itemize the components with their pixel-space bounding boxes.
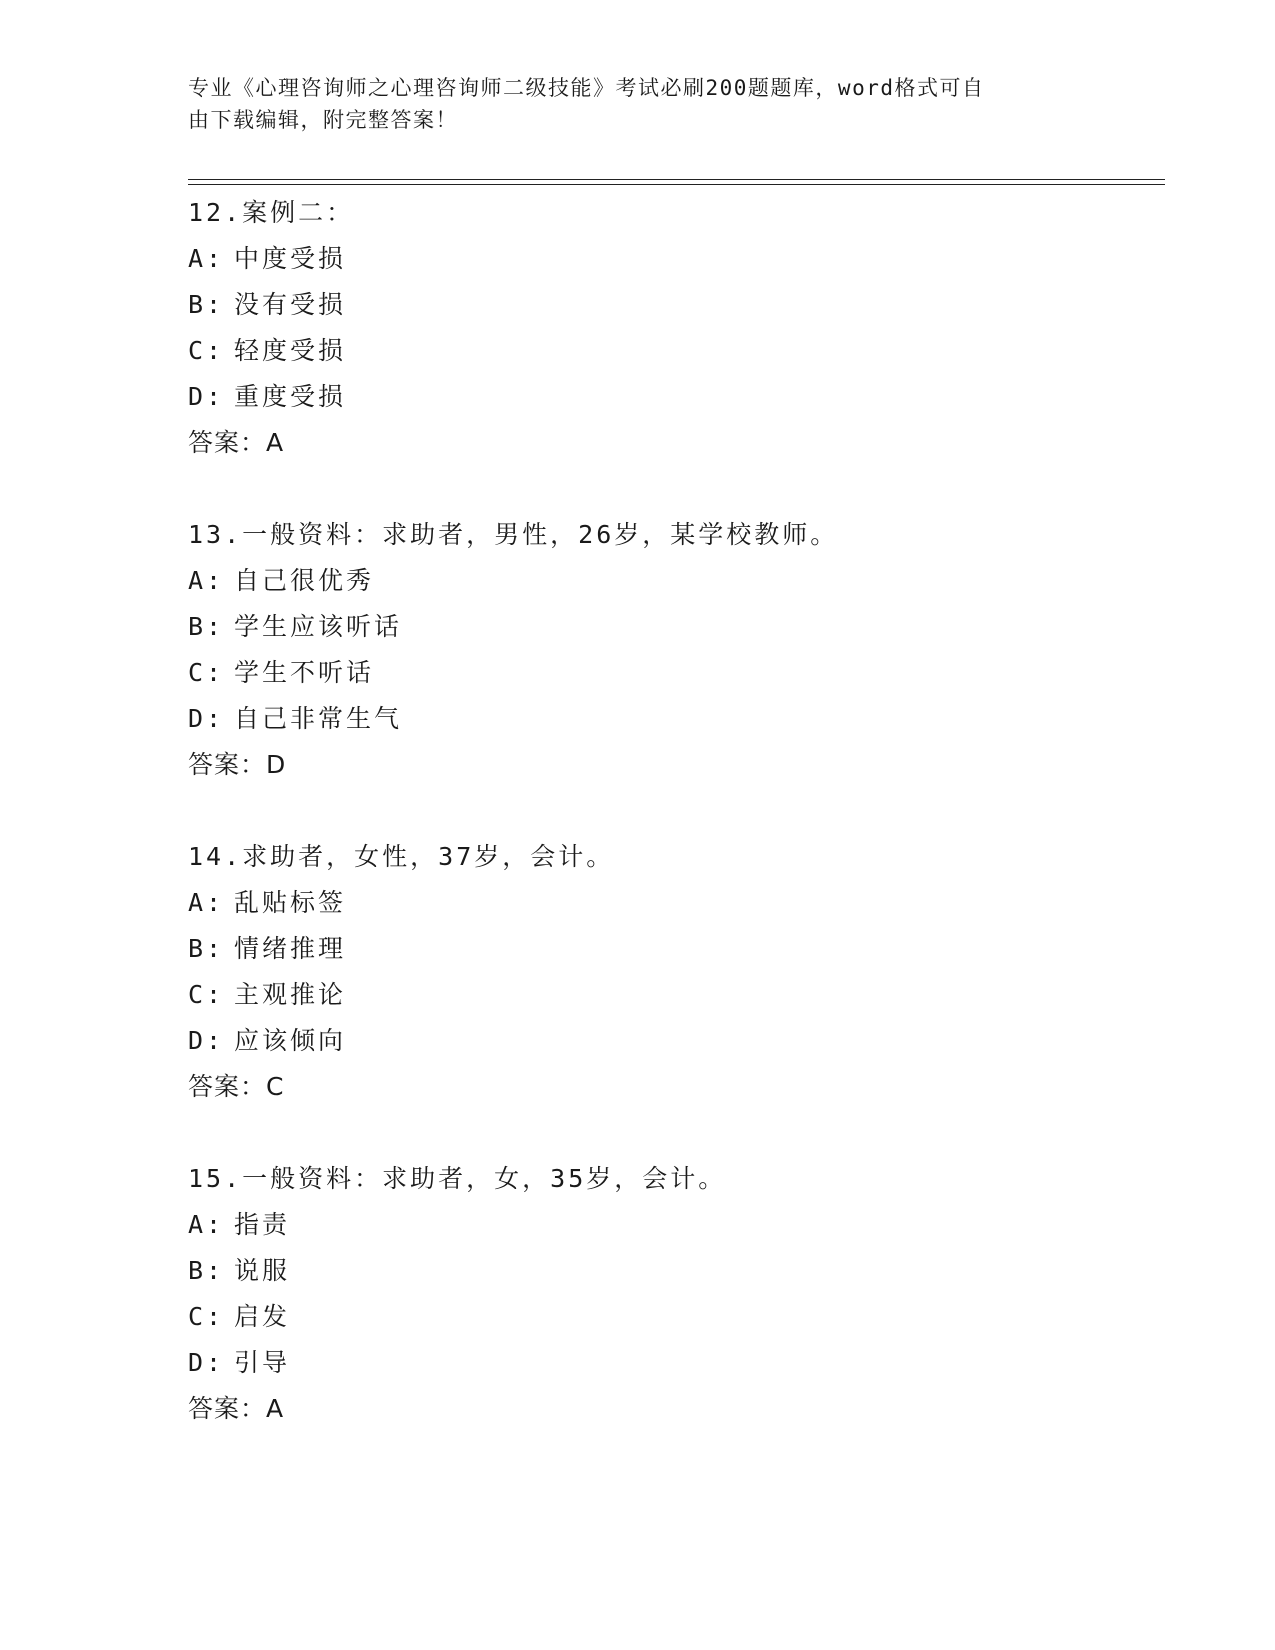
option-text: 启发 (234, 1302, 291, 1331)
option-text: 没有受损 (234, 290, 347, 319)
option-row (188, 236, 1165, 282)
option-row (188, 374, 1165, 420)
question-block (188, 834, 1165, 1110)
option-row (188, 696, 1165, 742)
option-row (188, 1202, 1165, 1248)
option-row (188, 282, 1165, 328)
option-letter: D: (188, 1026, 225, 1055)
question-stem: 15.一般资料：求助者，女，35岁，会计。 (188, 1164, 727, 1193)
option-row (188, 328, 1165, 374)
option-row (188, 880, 1165, 926)
option-text: 引导 (234, 1348, 291, 1377)
option-letter: C: (188, 336, 225, 365)
option-letter: A: (188, 566, 225, 595)
option-letter: C: (188, 1302, 225, 1331)
answer-line: 答案：D (188, 750, 287, 779)
option-text: 自己很优秀 (234, 566, 375, 595)
option-letter: C: (188, 658, 225, 687)
question-block (188, 512, 1165, 788)
header-line-2: 由下载编辑，附完整答案！ (188, 108, 458, 132)
option-letter: C: (188, 980, 225, 1009)
header-line-1: 专业《心理咨询师之心理咨询师二级技能》考试必刷200题题库，word格式可自 (188, 76, 985, 100)
option-letter: A: (188, 244, 225, 273)
question-stem: 13.一般资料：求助者，男性，26岁，某学校教师。 (188, 520, 839, 549)
option-text: 情绪推理 (234, 934, 347, 963)
option-text: 学生应该听话 (234, 612, 403, 641)
option-letter: A: (188, 1210, 225, 1239)
option-text: 指责 (234, 1210, 291, 1239)
option-row (188, 926, 1165, 972)
option-row (188, 604, 1165, 650)
document-header (188, 72, 1088, 136)
option-row (188, 1248, 1165, 1294)
option-text: 学生不听话 (234, 658, 375, 687)
header-divider-bottom (188, 184, 1165, 185)
answer-line: 答案：A (188, 428, 285, 457)
option-text: 轻度受损 (234, 336, 347, 365)
option-letter: B: (188, 1256, 225, 1285)
question-block (188, 1156, 1165, 1432)
answer-line: 答案：A (188, 1394, 285, 1423)
option-text: 说服 (234, 1256, 291, 1285)
question-stem: 12.案例二： (188, 198, 355, 227)
option-letter: D: (188, 382, 225, 411)
option-row (188, 1018, 1165, 1064)
option-letter: D: (188, 1348, 225, 1377)
answer-line: 答案：C (188, 1072, 285, 1101)
option-text: 主观推论 (234, 980, 347, 1009)
option-row (188, 558, 1165, 604)
option-row (188, 972, 1165, 1018)
option-text: 乱贴标签 (234, 888, 347, 917)
option-text: 中度受损 (234, 244, 347, 273)
question-stem: 14.求助者，女性，37岁，会计。 (188, 842, 615, 871)
option-text: 自己非常生气 (234, 704, 403, 733)
option-row (188, 1294, 1165, 1340)
question-list (188, 190, 1165, 1432)
option-row (188, 650, 1165, 696)
option-letter: D: (188, 704, 225, 733)
option-row (188, 1340, 1165, 1386)
option-text: 应该倾向 (234, 1026, 347, 1055)
option-letter: B: (188, 290, 225, 319)
question-block (188, 190, 1165, 466)
option-letter: B: (188, 934, 225, 963)
option-text: 重度受损 (234, 382, 347, 411)
header-divider-top (188, 179, 1165, 180)
option-letter: B: (188, 612, 225, 641)
option-letter: A: (188, 888, 225, 917)
